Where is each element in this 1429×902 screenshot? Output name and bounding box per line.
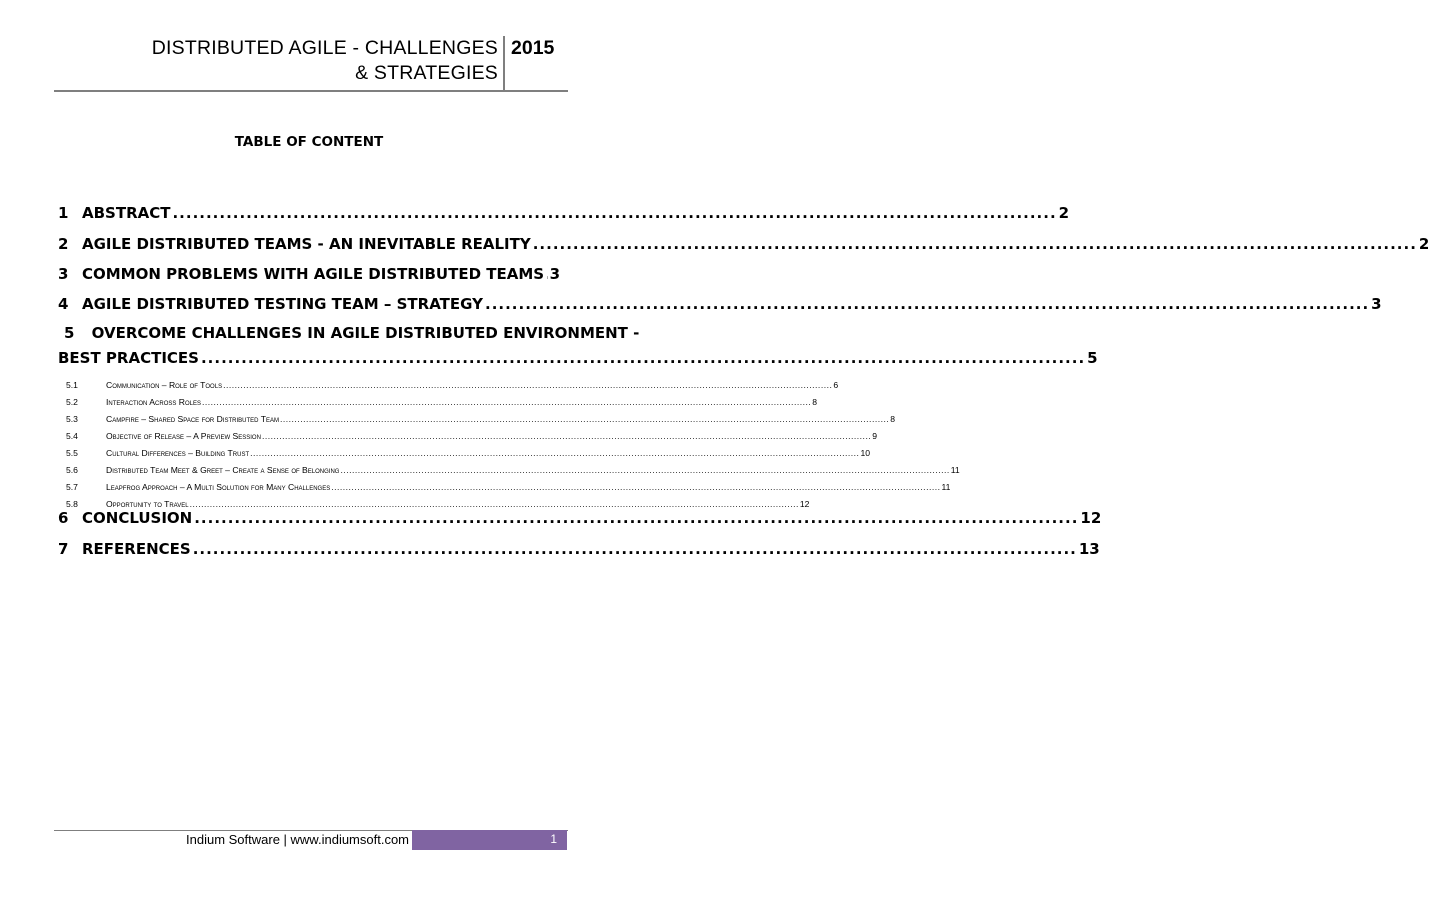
toc-subentry-5-4[interactable]: [66, 431, 878, 445]
toc-leader-dots: ....................................................................................................................................: [172, 204, 1057, 222]
toc-leader-dots: ...................................................................................................................................................................................................................: [223, 380, 833, 390]
toc-entry-number: 4: [58, 295, 69, 313]
footer-page-box: [412, 830, 567, 850]
toc-subentry-number: 5.5: [66, 448, 78, 458]
toc-subentry-page: 11: [950, 465, 960, 475]
toc-subentry-5-2[interactable]: [66, 397, 818, 411]
header-title-line2: & STRATEGIES: [355, 62, 498, 84]
header-title-line1: DISTRIBUTED AGILE - CHALLENGES: [151, 37, 498, 59]
toc-subentry-page: 8: [812, 397, 818, 407]
toc-subentry-number: 5.8: [66, 499, 78, 509]
toc-subentry-number: 5.7: [66, 482, 78, 492]
toc-entry-text: COMMON PROBLEMS WITH AGILE DISTRIBUTED TEAMS: [82, 265, 545, 283]
footer-text: Indium Software | www.indiumsoft.com: [186, 832, 410, 847]
toc-entry-number: 5: [64, 324, 75, 342]
toc-subentry-page: 11: [941, 482, 951, 492]
toc-leader-dots: ....................................................................................................................................: [194, 509, 1079, 527]
toc-entry-2[interactable]: [58, 235, 1429, 259]
toc-subentry-text: Interaction Across Roles: [106, 397, 201, 407]
toc-entry-7[interactable]: [58, 540, 1100, 564]
toc-entry-text: OVERCOME CHALLENGES IN AGILE DISTRIBUTED ENVIRONMENT -: [91, 324, 640, 342]
toc-entry-5-line1[interactable]: [64, 324, 639, 342]
toc-entry-text: REFERENCES: [82, 540, 191, 558]
toc-entry-1[interactable]: [58, 204, 1070, 228]
toc-entry-page: 3: [549, 265, 560, 283]
toc-leader-dots: ....................................................................................................................................: [485, 295, 1370, 313]
toc-entry-page: 2: [1418, 235, 1429, 253]
header-title: [130, 36, 498, 86]
toc-subentry-number: 5.2: [66, 397, 78, 407]
toc-subentry-text: Distributed Team Meet & Greet – Create a Sense of Belonging: [106, 465, 340, 475]
toc-subentry-text: Cultural Differences – Building Trust: [106, 448, 250, 458]
toc-subentry-number: 5.6: [66, 465, 78, 475]
toc-entry-page: 3: [1371, 295, 1382, 313]
toc-subentry-page: 10: [860, 448, 870, 458]
toc-entry-number: 3: [58, 265, 69, 283]
toc-subentry-page: 8: [890, 414, 896, 424]
toc-subentry-5-7[interactable]: [66, 482, 951, 496]
toc-leader-dots: ....................................................................................................................................: [532, 235, 1417, 253]
toc-leader-dots: ...................................................................................................................................................................................................................: [340, 465, 950, 475]
toc-subentry-page: 12: [799, 499, 810, 509]
footer-page-number: 1: [550, 832, 557, 846]
toc-entry-page: 12: [1080, 509, 1102, 527]
toc-entry-text: ABSTRACT: [82, 204, 171, 222]
toc-leader-dots: ....................................................................................................................................: [192, 540, 1077, 558]
toc-entry-page: 2: [1058, 204, 1070, 222]
toc-leader-dots: ...................................................................................................................................................................................................................: [261, 431, 872, 441]
toc-entry-4[interactable]: [58, 295, 1382, 319]
toc-subentry-number: 5.4: [66, 431, 78, 441]
toc-subentry-5-1[interactable]: [66, 380, 839, 394]
toc-entry-text: CONCLUSION: [82, 509, 193, 527]
toc-entry-3[interactable]: [58, 265, 560, 289]
toc-leader-dots: ...................................................................................................................................................................................................................: [201, 397, 812, 407]
header-vertical-divider: [503, 36, 505, 91]
toc-subentry-text: Communication – Role of Tools: [106, 380, 223, 390]
toc-subentry-number: 5.3: [66, 414, 78, 424]
toc-leader-dots: ...................................................................................................................................................................................................................: [331, 482, 941, 492]
toc-subentry-number: 5.1: [66, 380, 78, 390]
toc-subentry-text: Opportunity to Travel: [106, 499, 189, 509]
toc-leader-dots: ....................................................................................................................................: [200, 349, 1086, 367]
toc-subentry-text: Objective of Release – A Preview Session: [106, 431, 261, 441]
toc-subentry-5-5[interactable]: [66, 448, 870, 462]
toc-subentry-text: Leapfrog Approach – A Multi Solution for Many Challenges: [106, 482, 331, 492]
toc-entry-number: 7: [58, 540, 69, 558]
toc-subentry-page: 6: [833, 380, 839, 390]
toc-subentry-page: 9: [872, 431, 878, 441]
toc-leader-dots: ...................................................................................................................................................................................................................: [250, 448, 860, 458]
toc-entry-page: 13: [1078, 540, 1100, 558]
toc-leader-dots: [546, 265, 547, 283]
toc-leader-dots: ...................................................................................................................................................................................................................: [189, 499, 799, 509]
toc-subentry-text: Campfire – Shared Space for Distributed Team: [106, 414, 279, 424]
header-year: 2015: [511, 37, 555, 59]
toc-entry-5-line2[interactable]: [58, 349, 1098, 373]
toc-entry-number: 6: [58, 509, 69, 527]
header-rule: [54, 90, 568, 92]
toc-entry-text: AGILE DISTRIBUTED TESTING TEAM – STRATEGY: [82, 295, 483, 313]
toc-subentry-5-3[interactable]: [66, 414, 896, 428]
toc-title: TABLE OF CONTENT: [234, 134, 384, 150]
toc-entry-6[interactable]: [58, 509, 1102, 533]
toc-entry-number: 2: [58, 235, 69, 253]
toc-subentry-5-6[interactable]: [66, 465, 960, 479]
toc-entry-number: 1: [58, 204, 69, 222]
toc-entry-text: BEST PRACTICES: [58, 349, 199, 367]
toc-entry-page: 5: [1087, 349, 1098, 367]
toc-leader-dots: ...................................................................................................................................................................................................................: [279, 414, 890, 424]
toc-entry-text: AGILE DISTRIBUTED TEAMS - AN INEVITABLE REALITY: [82, 235, 531, 253]
